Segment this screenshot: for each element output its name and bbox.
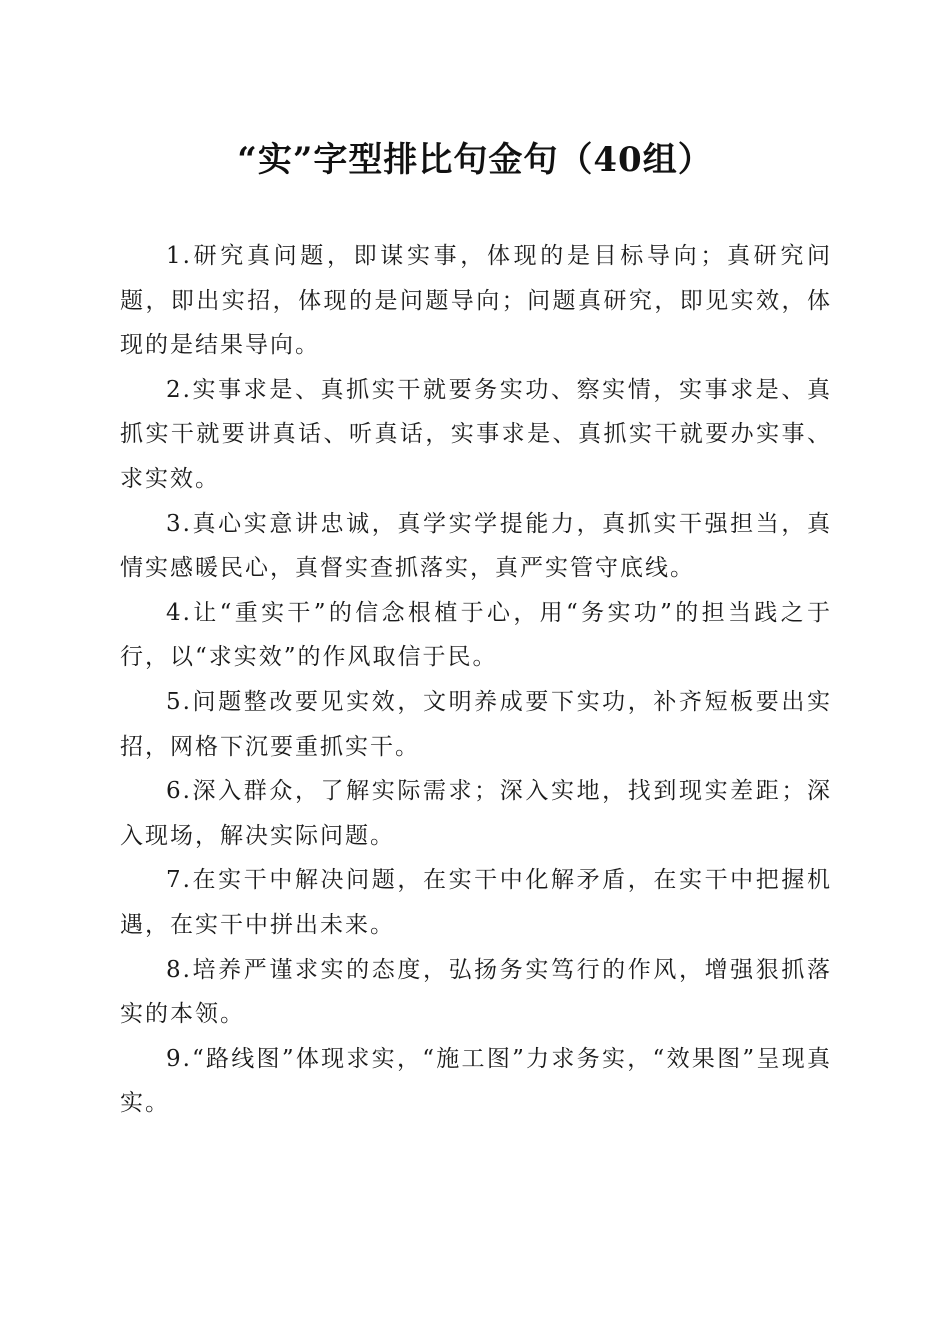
paragraph-7: 7.在实干中解决问题，在实干中化解矛盾，在实干中把握机遇，在实干中拼出未来。	[120, 867, 832, 938]
document-body	[120, 234, 832, 1126]
paragraph-8: 8.培养严谨求实的态度，弘扬务实笃行的作风，增强狠抓落实的本领。	[120, 956, 832, 1028]
paragraph-3: 3.真心实意讲忠诚，真学实学提能力，真抓实干强担当，真情实感暖民心，真督实查抓落实，真严实管守底线。	[120, 510, 832, 582]
paragraph-9: 9.“路线图”体现求实，“施工图”力求务实，“效果图”呈现真实。	[120, 1045, 832, 1117]
paragraph-5: 5.问题整改要见实效，文明养成要下实功，补齐短板要出实招，网格下沉要重抓实干。	[120, 688, 832, 760]
document-title: “实”字型排比句金句（40组）	[237, 140, 713, 180]
paragraph-2: 2.实事求是、真抓实干就要务实功、察实情，实事求是、真抓实干就要讲真话、听真话，实事求是、真抓实干就要办实事、求实效。	[120, 376, 832, 492]
paragraph-6: 6.深入群众，了解实际需求；深入实地，找到现实差距；深入现场，解决实际问题。	[120, 778, 832, 849]
paragraph-4: 4.让“重实干”的信念根植于心，用“务实功”的担当践之于行，以“求实效”的作风取信于民。	[120, 599, 832, 671]
paragraph-1: 1.研究真问题，即谋实事，体现的是目标导向；真研究问题，即出实招，体现的是问题导向；问题真研究，即见实效，体现的是结果导向。	[120, 243, 832, 359]
